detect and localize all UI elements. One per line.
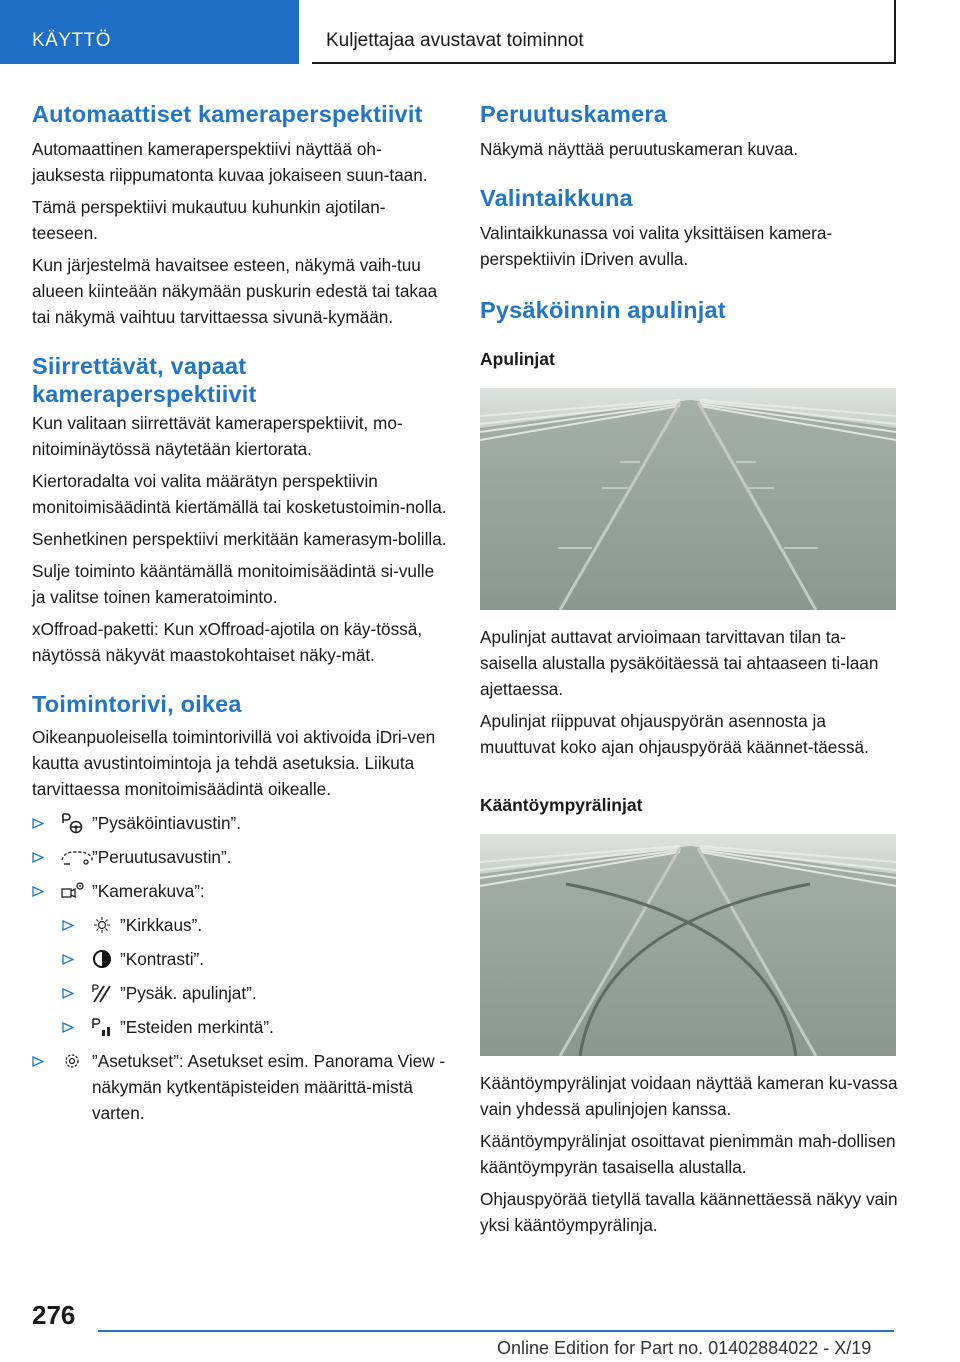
header-chapter-box bbox=[312, 0, 896, 64]
heading-parking-guide-lines: Pysäköinnin apulinjat bbox=[480, 297, 726, 323]
paragraph: Kun valitaan siirrettävät kameraperspektiivit, mo‐nitoiminäytössä näytetään kiertorata. bbox=[32, 413, 403, 459]
header-section-label: KÄYTTÖ bbox=[32, 30, 112, 51]
list-item bbox=[32, 1048, 450, 1126]
turning-circle-camera-image bbox=[480, 834, 896, 1056]
heading-line: kameraperspektiivit bbox=[32, 381, 257, 407]
reversing-assistant-icon bbox=[60, 846, 96, 868]
paragraph: Valintaikkunassa voi valita yksittäisen kamera‐perspektiivin iDriven avulla. bbox=[480, 223, 833, 269]
list-item-text: ”Kamerakuva”: bbox=[92, 881, 205, 901]
paragraph: Apulinjat auttavat arvioimaan tarvittavan tilan ta‐saisella alustalla pysäköitäessä tai ahtaaseen ti‐laan ajettaessa. bbox=[480, 627, 879, 699]
right-column bbox=[480, 100, 898, 1238]
subheading-guide-lines: Apulinjat bbox=[480, 349, 555, 369]
settings-gear-icon bbox=[60, 1050, 86, 1072]
sub-list-item bbox=[62, 946, 450, 972]
paragraph: Kääntöympyrälinjat osoittavat pienimmän mah‐dollisen kääntöympyrän tasaisella alustalla. bbox=[480, 1131, 896, 1177]
list-item-text: ”Peruutusavustin”. bbox=[92, 847, 232, 867]
paragraph: Senhetkinen perspektiivi merkitään kamerasym‐bolilla. bbox=[32, 529, 447, 549]
paragraph: xOffroad-paketti: Kun xOffroad-ajotila on käy‐tössä, näytössä näkyvät maastokohtaiset näky‐mät. bbox=[32, 619, 423, 665]
parking-lines-icon bbox=[90, 982, 116, 1004]
list-item bbox=[32, 810, 450, 836]
header-section-tab bbox=[0, 0, 299, 64]
list-item-text: ”Esteiden merkintä”. bbox=[120, 1017, 274, 1037]
obstacle-marking-icon bbox=[90, 1016, 116, 1038]
heading-reverse-camera: Peruutuskamera bbox=[480, 101, 667, 127]
paragraph: Kiertoradalta voi valita määrätyn perspektiivin monitoimisäädintä kiertämällä tai kosketustoimin‐nolla. bbox=[32, 471, 447, 517]
paragraph: Oikeanpuoleisella toimintorivillä voi aktivoida iDri‐ven kautta avustintoimintoja ja tehdä asetuksia. Liikuta tarvittaessa monitoimisäädintä oikealle. bbox=[32, 727, 436, 799]
paragraph: Tämä perspektiivi mukautuu kuhunkin ajotilan‐teeseen. bbox=[32, 197, 386, 243]
paragraph: Ohjauspyörää tietyllä tavalla käännettäessä näkyy vain yksi kääntöympyrälinja. bbox=[480, 1189, 898, 1235]
bullet-triangle-icon bbox=[32, 878, 46, 904]
bullet-triangle-icon bbox=[62, 946, 76, 972]
guide-lines-camera-image bbox=[480, 388, 896, 610]
left-column bbox=[32, 100, 450, 1126]
brightness-icon bbox=[90, 914, 116, 936]
sub-list-item bbox=[62, 912, 450, 938]
bullet-triangle-icon bbox=[32, 844, 46, 870]
heading-line: Siirrettävät, vapaat bbox=[32, 353, 247, 379]
bullet-triangle-icon bbox=[62, 912, 76, 938]
heading-selection-window: Valintaikkuna bbox=[480, 185, 633, 211]
list-item bbox=[32, 844, 450, 870]
list-item-text: ”Asetukset”: Asetukset esim. Panorama View -näkymän kytkentäpisteiden määrittä‐mistä varten. bbox=[92, 1051, 446, 1123]
heading-automatic-perspectives: Automaattiset kameraperspektiivit bbox=[32, 101, 423, 127]
bullet-triangle-icon bbox=[32, 810, 46, 836]
list-item-text: ”Kirkkaus”. bbox=[120, 915, 203, 935]
paragraph: Sulje toiminto kääntämällä monitoimisäädintä si‐vulle ja valitse toinen kameratoiminto. bbox=[32, 561, 435, 607]
list-item-text: ”Pysäköintiavustin”. bbox=[92, 813, 242, 833]
paragraph: Näkymä näyttää peruutuskameran kuvaa. bbox=[480, 139, 799, 159]
list-item-text: ”Pysäk. apulinjat”. bbox=[120, 983, 257, 1003]
paragraph: Kääntöympyrälinjat voidaan näyttää kameran ku‐vassa vain yhdessä apulinjojen kanssa. bbox=[480, 1073, 898, 1119]
footer-edition: Online Edition for Part no. 01402884022 - X/19 bbox=[497, 1338, 872, 1358]
heading-movable-perspectives bbox=[32, 352, 450, 408]
list-item bbox=[32, 878, 450, 904]
camera-settings-icon bbox=[60, 880, 86, 902]
sub-list-item bbox=[62, 980, 450, 1006]
contrast-icon bbox=[90, 948, 116, 970]
paragraph: Automaattinen kameraperspektiivi näyttää oh‐jauksesta riippumatonta kuvaa jokaiseen suun‐taan. bbox=[32, 139, 428, 185]
sub-list-item bbox=[62, 1014, 450, 1040]
footer-divider bbox=[98, 1330, 894, 1332]
subheading-turning-circle-lines: Kääntöympyrälinjat bbox=[480, 795, 643, 815]
paragraph: Kun järjestelmä havaitsee esteen, näkymä vaih‐tuu alueen kiinteään näkymään puskurin edestä tai takaa tai näkymä vaihtuu tarvittaessa sivunä‐kymään. bbox=[32, 255, 438, 327]
parking-assistant-icon bbox=[60, 812, 86, 834]
page-number: 276 bbox=[32, 1300, 76, 1330]
bullet-triangle-icon bbox=[62, 980, 76, 1006]
bullet-triangle-icon bbox=[62, 1014, 76, 1040]
list-item-text: ”Kontrasti”. bbox=[120, 949, 205, 969]
header-chapter-label: Kuljettajaa avustavat toiminnot bbox=[326, 30, 584, 51]
bullet-triangle-icon bbox=[32, 1048, 46, 1074]
heading-toolbar-right: Toimintorivi, oikea bbox=[32, 691, 242, 717]
paragraph: Apulinjat riippuvat ohjauspyörän asennosta ja muuttuvat koko ajan ohjauspyörää käännet‐täessä. bbox=[480, 711, 869, 757]
